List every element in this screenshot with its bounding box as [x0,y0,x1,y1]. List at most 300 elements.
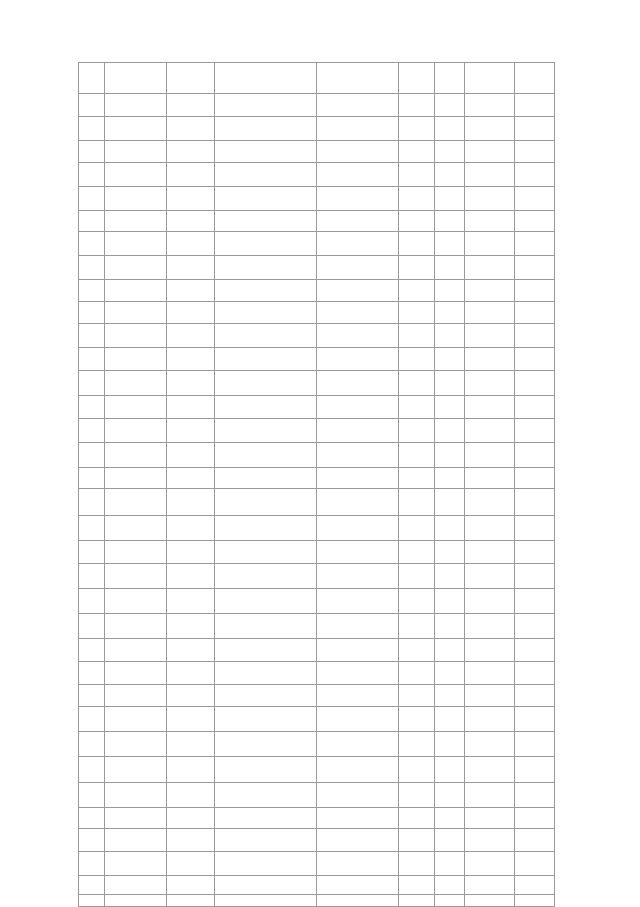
table-cell [465,232,515,256]
table-cell [105,489,167,516]
table-cell [465,443,515,468]
table-cell [79,256,105,280]
table-cell [317,757,399,783]
table-cell [515,685,555,707]
table-cell [105,371,167,396]
table-row [79,419,555,443]
table-cell [105,589,167,614]
table-cell [399,489,435,516]
table-row [79,468,555,489]
table-row [79,211,555,232]
table-cell [435,280,465,302]
table-cell [515,541,555,564]
table-cell [215,371,317,396]
table-cell [167,808,215,829]
table-row [79,564,555,589]
table-cell [167,163,215,187]
table-cell [399,589,435,614]
table-row [79,302,555,324]
table-cell [105,639,167,662]
table-cell [399,232,435,256]
table-cell [105,757,167,783]
table-cell [105,443,167,468]
table-cell [215,141,317,163]
table-cell [167,732,215,757]
table-cell [167,211,215,232]
table-cell [399,783,435,808]
table-cell [435,348,465,371]
table-cell [79,232,105,256]
table-cell [215,211,317,232]
table-cell [215,541,317,564]
table-cell [399,468,435,489]
table-cell [399,876,435,895]
table-cell [435,371,465,396]
table-row [79,757,555,783]
table-cell [399,614,435,639]
table-cell [399,732,435,757]
table-cell [435,639,465,662]
table-row [79,63,555,94]
table-cell [215,419,317,443]
table-cell [435,468,465,489]
table-cell [105,783,167,808]
table-cell [465,589,515,614]
table-cell [317,63,399,94]
table-cell [465,187,515,211]
table-cell [515,852,555,876]
table-cell [515,516,555,541]
table-cell [215,232,317,256]
table-cell [105,876,167,895]
table-cell [515,324,555,348]
table-cell [105,302,167,324]
table-cell [399,707,435,732]
table-cell [317,662,399,685]
table-cell [79,489,105,516]
table-cell [317,280,399,302]
table-row [79,141,555,163]
table-cell [215,829,317,852]
register-table-body [79,63,555,907]
table-cell [215,94,317,117]
table-cell [465,685,515,707]
table-cell [215,852,317,876]
table-cell [435,163,465,187]
table-cell [465,707,515,732]
table-cell [515,163,555,187]
table-cell [79,443,105,468]
table-cell [465,876,515,895]
table-cell [399,639,435,662]
table-cell [515,783,555,808]
table-cell [105,211,167,232]
table-cell [167,419,215,443]
table-cell [79,564,105,589]
table-cell [399,662,435,685]
table-row [79,443,555,468]
table-cell [465,94,515,117]
table-cell [105,707,167,732]
table-cell [215,757,317,783]
table-cell [515,564,555,589]
table-row [79,187,555,211]
table-cell [465,324,515,348]
table-cell [399,757,435,783]
table-cell [167,662,215,685]
table-cell [215,783,317,808]
table-cell [79,783,105,808]
table-cell [515,63,555,94]
table-cell [317,852,399,876]
table-cell [435,302,465,324]
table-cell [167,468,215,489]
table-cell [317,187,399,211]
table-cell [317,163,399,187]
table-row [79,489,555,516]
table-cell [515,662,555,685]
table-cell [215,589,317,614]
table-row [79,516,555,541]
table-cell [515,117,555,141]
table-row [79,707,555,732]
table-cell [317,348,399,371]
table-cell [79,419,105,443]
table-cell [399,302,435,324]
table-cell [215,443,317,468]
table-cell [515,396,555,419]
table-cell [79,829,105,852]
table-cell [167,63,215,94]
table-cell [399,348,435,371]
table-cell [215,489,317,516]
table-cell [317,232,399,256]
table-cell [215,468,317,489]
table-cell [105,117,167,141]
table-cell [105,852,167,876]
table-cell [167,256,215,280]
table-cell [79,63,105,94]
table-cell [79,280,105,302]
table-cell [79,685,105,707]
table-cell [317,614,399,639]
table-cell [515,348,555,371]
table-cell [79,589,105,614]
table-cell [465,516,515,541]
table-cell [215,117,317,141]
table-cell [167,396,215,419]
table-cell [399,211,435,232]
table-cell [399,516,435,541]
table-cell [435,141,465,163]
table-cell [317,324,399,348]
table-cell [399,829,435,852]
table-cell [317,685,399,707]
table-cell [399,371,435,396]
table-cell [79,141,105,163]
table-cell [105,348,167,371]
table-cell [465,419,515,443]
table-cell [79,117,105,141]
table-cell [79,396,105,419]
table-cell [399,541,435,564]
table-cell [435,541,465,564]
table-cell [167,302,215,324]
table-cell [167,324,215,348]
table-cell [105,324,167,348]
table-cell [465,371,515,396]
table-cell [79,707,105,732]
table-cell [465,783,515,808]
table-cell [515,187,555,211]
table-cell [215,662,317,685]
table-cell [317,589,399,614]
table-cell [515,707,555,732]
table-cell [215,707,317,732]
table-cell [399,324,435,348]
table-cell [515,876,555,895]
table-cell [317,94,399,117]
table-cell [465,541,515,564]
table-cell [105,685,167,707]
table-cell [435,419,465,443]
table-cell [465,468,515,489]
table-cell [435,489,465,516]
table-cell [215,163,317,187]
table-cell [465,163,515,187]
table-cell [105,163,167,187]
table-cell [399,63,435,94]
table-cell [167,852,215,876]
table-cell [465,614,515,639]
table-cell [399,141,435,163]
table-cell [515,489,555,516]
table-cell [317,639,399,662]
table-cell [399,419,435,443]
table-cell [105,468,167,489]
table-cell [435,516,465,541]
table-cell [465,117,515,141]
table-cell [317,419,399,443]
table-cell [79,516,105,541]
table-row [79,256,555,280]
table-cell [215,256,317,280]
table-cell [167,707,215,732]
table-cell [167,541,215,564]
table-cell [435,211,465,232]
table-cell [105,541,167,564]
table-cell [105,808,167,829]
table-row [79,685,555,707]
table-cell [515,468,555,489]
table-cell [105,280,167,302]
register-table [78,62,555,907]
table-cell [465,280,515,302]
table-cell [515,211,555,232]
table-cell [435,324,465,348]
table-cell [215,639,317,662]
table-row [79,94,555,117]
table-cell [215,685,317,707]
table-cell [465,639,515,662]
table-cell [79,662,105,685]
table-row [79,783,555,808]
table-cell [167,348,215,371]
table-cell [515,232,555,256]
table-cell [317,256,399,280]
table-row [79,589,555,614]
table-cell [317,443,399,468]
table-cell [465,396,515,419]
table-cell [105,419,167,443]
table-cell [317,808,399,829]
table-cell [105,564,167,589]
table-cell [215,187,317,211]
table-cell [79,639,105,662]
table-cell [399,94,435,117]
table-cell [79,94,105,117]
table-cell [435,117,465,141]
table-cell [465,141,515,163]
table-row [79,280,555,302]
table-cell [317,829,399,852]
table-row [79,732,555,757]
table-cell [105,396,167,419]
table-row [79,876,555,895]
table-cell [215,614,317,639]
table-cell [317,141,399,163]
table-cell [79,348,105,371]
table-cell [399,280,435,302]
table-cell [167,443,215,468]
table-cell [399,117,435,141]
table-cell [167,564,215,589]
table-cell [79,614,105,639]
table-cell [317,516,399,541]
table-cell [317,371,399,396]
table-row [79,371,555,396]
table-cell [215,302,317,324]
table-cell [515,141,555,163]
table-cell [79,732,105,757]
table-cell [435,783,465,808]
table-cell [399,163,435,187]
table-cell [465,808,515,829]
table-cell [465,63,515,94]
table-cell [515,280,555,302]
table-cell [435,685,465,707]
table-cell [465,852,515,876]
table-cell [465,348,515,371]
table-cell [215,732,317,757]
table-cell [79,468,105,489]
table-cell [465,662,515,685]
table-cell [515,302,555,324]
table-row [79,829,555,852]
table-cell [79,302,105,324]
table-cell [435,232,465,256]
table-cell [79,757,105,783]
table-cell [435,614,465,639]
table-cell [167,141,215,163]
table-cell [435,808,465,829]
table-cell [79,163,105,187]
table-cell [167,757,215,783]
table-cell [515,829,555,852]
table-cell [515,256,555,280]
table-cell [105,94,167,117]
table-cell [399,187,435,211]
table-cell [399,564,435,589]
table-cell [399,443,435,468]
table-cell [167,280,215,302]
table-cell [79,324,105,348]
table-row [79,117,555,141]
table-cell [435,876,465,895]
table-cell [399,396,435,419]
table-cell [105,63,167,94]
table-cell [317,117,399,141]
table-cell [105,662,167,685]
table-cell [465,489,515,516]
table-cell [105,232,167,256]
table-cell [435,732,465,757]
table-cell [317,396,399,419]
table-cell [79,852,105,876]
table-cell [167,232,215,256]
table-cell [435,662,465,685]
table-cell [435,707,465,732]
table-cell [79,211,105,232]
table-cell [79,808,105,829]
table-cell [435,852,465,876]
table-cell [317,732,399,757]
table-cell [435,829,465,852]
table-cell [515,614,555,639]
table-cell [167,516,215,541]
table-cell [317,783,399,808]
table-cell [79,541,105,564]
table-cell [435,757,465,783]
table-cell [105,256,167,280]
table-cell [79,371,105,396]
table-cell [515,808,555,829]
table-cell [399,256,435,280]
table-cell [317,468,399,489]
table-cell [515,443,555,468]
table-cell [435,256,465,280]
table-row [79,852,555,876]
table-cell [215,564,317,589]
table-cell [105,516,167,541]
table-cell [399,685,435,707]
table-cell [465,757,515,783]
table-cell [79,187,105,211]
table-cell [215,324,317,348]
table-cell [435,396,465,419]
table-cell [167,639,215,662]
table-row [79,639,555,662]
table-row [79,662,555,685]
table-row [79,614,555,639]
table-cell [215,63,317,94]
table-row [79,808,555,829]
table-cell [105,732,167,757]
table-cell [465,829,515,852]
table-cell [105,829,167,852]
table-cell [317,541,399,564]
table-cell [167,489,215,516]
